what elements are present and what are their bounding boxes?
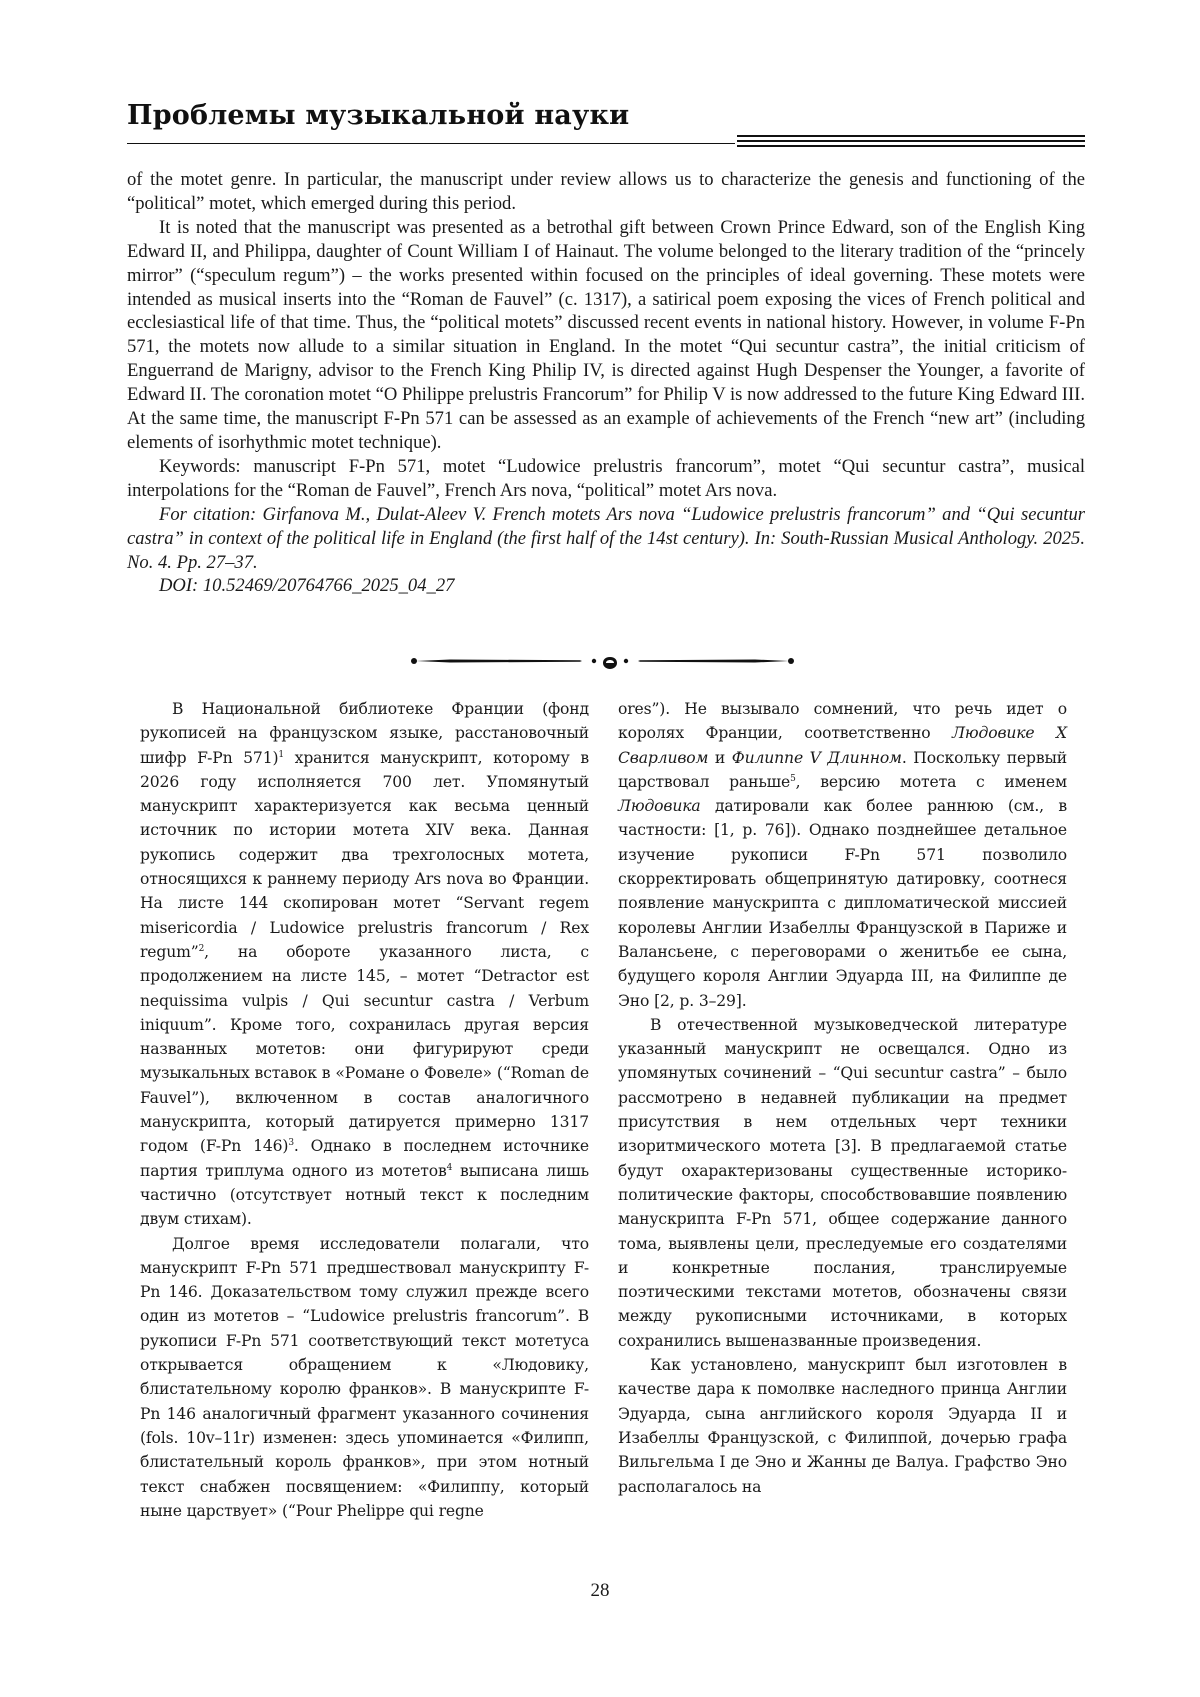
body-paragraph: В Национальной библиотеке Франции (фонд рукописей на французском языке, расстановочный шифр F-Pn 571)$^1$ хранится манускрипт, которому в 2026 году исполняется 700 лет. Упомянутый манускрипт характеризуется как весьма ценный источник по истории мотета XIV века. Данная рукопись содержит два трехголосных мотета, относящихся к раннему периоду Ars nova во Франции. На листе 144 скопирован мотет “Servant regem misericordia / Ludowice prelustris francorum / Rex regum”$^2$, на обороте указанного листа, с продолжением на листе 145, – мотет “Detractor est nequissima vulpis / Qui secuntur castra / Verbum iniquum”. Кроме того, сохранилась другая версия названных мотетов: они фигурируют среди музыкальных вставок в «Романе о Фовеле» (“Roman de Fauvel”), включенном в состав аналогичного манускрипта, который датируется примерно 1317 годом (F-Pn 146)$^3$. Однако в последнем источнике партия триплума одного из мотетов$^4$ выписана лишь частично (отсутствует нотный текст к последним двум стихам). bbox=[140, 700, 590, 1229]
abstract-paragraph: of the motet genre. In particular, the manuscript under review allows us to characterize the genesis and functioning of the “political” motet, which emerged during this period. bbox=[127, 169, 1085, 214]
body-paragraph: Долгое время исследователи полагали, что манускрипт F-Pn 571 предшествовал манускрипту F-Pn 146. Доказательством тому служил прежде всего один из мотетов – “Ludowice prelustris francorum”. В рукописи F-Pn 571 соответствующий текст мотетуса открывается обращением к «Людовику, блистательному королю франков». В манускрипте F-Pn 146 аналогичный фрагмент указанного сочинения (fols. 10v–11r) изменен: здесь упоминается «Филипп, блистательный король франков», при этом нотный текст снабжен посвящением: «Филиппу, который ныне царствует» (“Pour Phelippe qui regne bbox=[140, 1234, 589, 1520]
footnote-ref[interactable]: 2 bbox=[198, 943, 205, 954]
page-number: 28 bbox=[590, 1580, 610, 1601]
body-column-right bbox=[618, 697, 1067, 1499]
ornamental-divider bbox=[410, 651, 795, 671]
journal-title: Проблемы музыкальной науки bbox=[127, 100, 630, 131]
body-paragraph: В отечественной музыковедческой литературе указанный манускрипт не освещался. Одно из упомянутых сочинений – “Qui secuntur castra” – было рассмотрено в недавней публикации на предмет присутствия в нем отдельных черт техники изоритмического мотета [3]. В предлагаемой статье будут охарактеризованы существенные историко-политические факторы, способствовавшие появлению манускрипта F-Pn 571, общее содержание данного тома, выявлены цели, преследуемые его создателями и конкретные послания, транслируемые поэтическими текстами мотетов, обозначены связи между рукописными источниками, в которых сохранились вышеназванные произведения. bbox=[618, 1015, 1067, 1350]
abstract-paragraph: It is noted that the manuscript was presented as a betrothal gift between Crown Prince Edward, son of the English King Edward II, and Philippa, daughter of Count William I of Hainaut. The volume belonged to the literary tradition of the “princely mirror” (“speculum regum”) – the works presented within focused on the principles of ideal governing. These motets were intended as musical inserts into the “Roman de Fauvel” (c. 1317), a satirical poem exposing the vices of French political and ecclesiastical life of that time. Thus, the “political motets” discussed recent events in national history. However, in volume F-Pn 571, the motets now allude to a similar situation in England. In the motet “Qui secuntur castra”, the initial criticism of Enguerrand de Marigny, advisor to the French King Philip IV, is directed against Hugh Despenser the Younger, a favorite of Edward II. The coronation motet “O Philippe prelustris Francorum” for Philip V is now addressed to the future King Edward III. At the same time, the manuscript F-Pn 571 can be assessed as an example of achievements of the French “new art” (including elements of isorhythmic motet technique). bbox=[127, 216, 1085, 453]
citation: For citation: Girfanova M., Dulat-Aleev V. French motets Ars nova “Ludowice prelustris francorum” and “Qui secuntur castra” in context of the political life in England (the first half of the 14st century). In: South-Russian Musical Anthology. 2025. No. 4. Pp. 27–37. bbox=[127, 503, 1085, 573]
footnote-ref[interactable]: 1 bbox=[278, 749, 284, 760]
footnote-ref[interactable]: 5 bbox=[790, 773, 796, 784]
doi: DOI: 10.52469/20764766_2025_04_27 bbox=[159, 575, 455, 597]
header-rule bbox=[127, 143, 735, 144]
footnote-ref[interactable]: 3 bbox=[288, 1138, 294, 1149]
footnote-ref[interactable]: 4 bbox=[446, 1162, 453, 1173]
body-paragraph: Как установлено, манускрипт был изготовлен в качестве дара к помолвке наследного принца Англии Эдуарда, сына английского короля Эдуарда II и Изабеллы Французской, с Филиппой, дочерью графа Вильгельма I де Эно и Жанны де Валуа. Графство Эно располагалось на bbox=[618, 1356, 1067, 1496]
english-abstract bbox=[127, 168, 1085, 598]
running-header bbox=[127, 100, 1085, 150]
body-column-left bbox=[140, 697, 589, 1523]
header-rule-stack bbox=[737, 135, 1085, 150]
keywords: Keywords: manuscript F-Pn 571, motet “Ludowice prelustris francorum”, motet “Qui secuntur castra”, musical interpolations for the “Roman de Fauvel”, French Ars nova, “political” motet Ars nova. bbox=[127, 455, 1085, 501]
body-paragraph: ores”). Не вызывало сомнений, что речь идет о королях Франции, соответственно Людовике X Сварливом и Филиппе V Длинном. Поскольку первый царствовал раньше$^5$, версию мотета с именем Людовика датировали как более раннюю (см., в частности: [1, p. 76]). Однако позднейшее детальное изучение рукописи F-Pn 571 позволило скорректировать общепринятую датировку, соотнеся появление манускрипта с дипломатической миссией королевы Англии Изабеллы Французской в Париже и Валансьене, с переговорами о женитьбе ее сына, будущего короля Англии Эдуарда III, на Филиппе де Эно [2, p. 3–29]. bbox=[618, 700, 1067, 1010]
